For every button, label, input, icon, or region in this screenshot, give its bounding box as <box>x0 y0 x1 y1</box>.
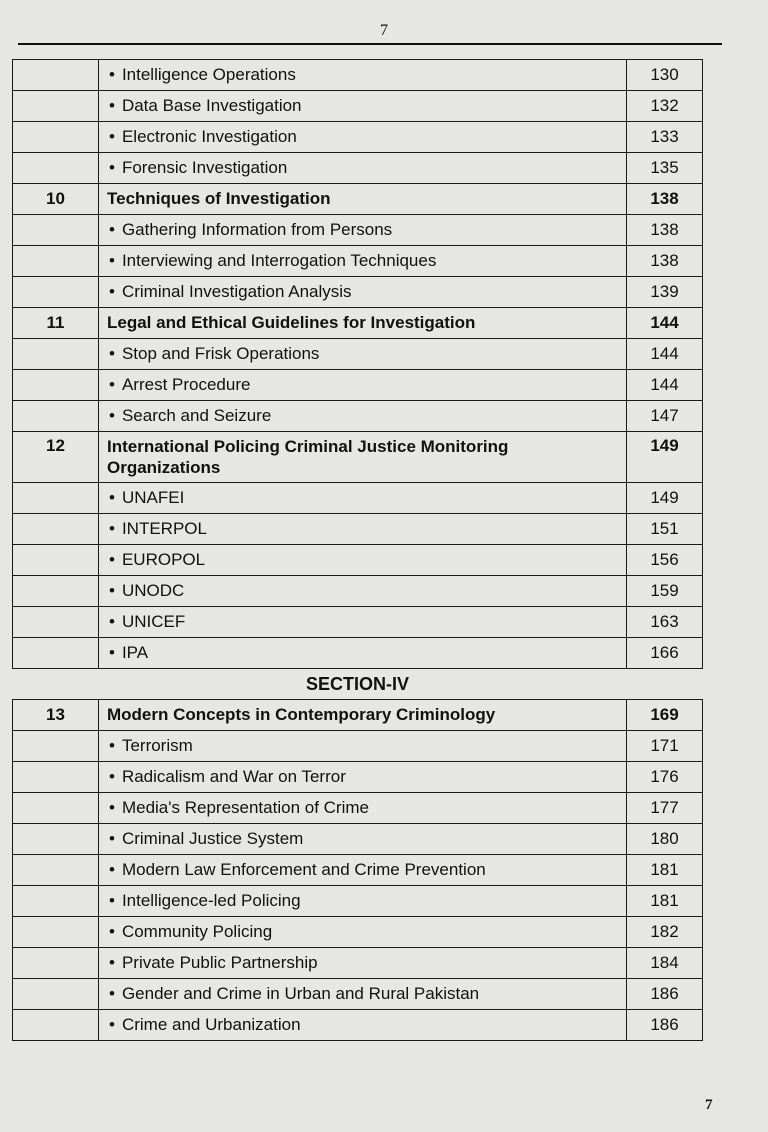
topic-title: • UNODC <box>99 576 627 607</box>
topic-row <box>13 855 703 886</box>
page-number: 181 <box>627 855 703 886</box>
topic-title: • Community Policing <box>99 917 627 948</box>
topic-title: • Terrorism <box>99 731 627 762</box>
page-number: 180 <box>627 824 703 855</box>
topic-title: • IPA <box>99 638 627 669</box>
topic-row <box>13 607 703 638</box>
chapter-number <box>13 855 99 886</box>
table-of-contents <box>12 59 703 1041</box>
topic-title: • Media's Representation of Crime <box>99 793 627 824</box>
topic-title: • Gathering Information from Persons <box>99 215 627 246</box>
chapter-number <box>13 514 99 545</box>
topic-row <box>13 153 703 184</box>
chapter-number <box>13 545 99 576</box>
page-number: 186 <box>627 1010 703 1041</box>
topic-title: • EUROPOL <box>99 545 627 576</box>
chapter-number <box>13 215 99 246</box>
topic-row <box>13 483 703 514</box>
chapter-number <box>13 607 99 638</box>
chapter-number <box>13 122 99 153</box>
chapter-number <box>13 246 99 277</box>
page-number: 181 <box>627 886 703 917</box>
chapter-number <box>13 483 99 514</box>
topic-title: • Private Public Partnership <box>99 948 627 979</box>
chapter-number <box>13 401 99 432</box>
chapter-number <box>13 731 99 762</box>
page-number: 186 <box>627 979 703 1010</box>
topic-row <box>13 638 703 669</box>
topic-row <box>13 948 703 979</box>
topic-row <box>13 762 703 793</box>
chapter-number <box>13 917 99 948</box>
chapter-number <box>13 886 99 917</box>
page-number: 171 <box>627 731 703 762</box>
chapter-number <box>13 339 99 370</box>
topic-row <box>13 370 703 401</box>
topic-title: • Gender and Crime in Urban and Rural Pakistan <box>99 979 627 1010</box>
page-number: 138 <box>627 246 703 277</box>
topic-title: • Crime and Urbanization <box>99 1010 627 1041</box>
topic-row <box>13 886 703 917</box>
topic-row <box>13 576 703 607</box>
page-number: 144 <box>627 339 703 370</box>
chapter-number <box>13 91 99 122</box>
page-number: 138 <box>627 184 703 215</box>
topic-title: • Intelligence-led Policing <box>99 886 627 917</box>
topic-row <box>13 339 703 370</box>
topic-row <box>13 545 703 576</box>
chapter-row <box>13 700 703 731</box>
topic-title: • Electronic Investigation <box>99 122 627 153</box>
chapter-number <box>13 153 99 184</box>
topic-row <box>13 1010 703 1041</box>
topic-title: • Criminal Investigation Analysis <box>99 277 627 308</box>
topic-row <box>13 401 703 432</box>
toc-body <box>13 60 703 1041</box>
chapter-title: Legal and Ethical Guidelines for Investigation <box>99 308 627 339</box>
topic-title: • INTERPOL <box>99 514 627 545</box>
chapter-title: International Policing Criminal Justice Monitoring Organizations <box>99 432 627 483</box>
topic-row <box>13 979 703 1010</box>
chapter-number <box>13 762 99 793</box>
topic-row <box>13 793 703 824</box>
chapter-number: 11 <box>13 308 99 339</box>
page-number: 166 <box>627 638 703 669</box>
topic-row <box>13 731 703 762</box>
chapter-number <box>13 370 99 401</box>
chapter-number <box>13 948 99 979</box>
topic-title: • Data Base Investigation <box>99 91 627 122</box>
chapter-number: 10 <box>13 184 99 215</box>
topic-title: • UNICEF <box>99 607 627 638</box>
page-number: 149 <box>627 432 703 483</box>
page-number: 184 <box>627 948 703 979</box>
topic-row <box>13 122 703 153</box>
chapter-row <box>13 184 703 215</box>
page-number: 147 <box>627 401 703 432</box>
page-number: 159 <box>627 576 703 607</box>
topic-row <box>13 514 703 545</box>
topic-title: • Arrest Procedure <box>99 370 627 401</box>
chapter-number <box>13 60 99 91</box>
page-number: 149 <box>627 483 703 514</box>
chapter-number <box>13 1010 99 1041</box>
chapter-number <box>13 576 99 607</box>
page-number: 151 <box>627 514 703 545</box>
topic-row <box>13 824 703 855</box>
page-number: 144 <box>627 308 703 339</box>
topic-row <box>13 246 703 277</box>
page-number: 135 <box>627 153 703 184</box>
chapter-number <box>13 824 99 855</box>
section-heading-row <box>13 669 703 700</box>
chapter-title: Modern Concepts in Contemporary Criminology <box>99 700 627 731</box>
page-number: 144 <box>627 370 703 401</box>
topic-title: • Forensic Investigation <box>99 153 627 184</box>
chapter-number <box>13 277 99 308</box>
chapter-number <box>13 638 99 669</box>
header-rule <box>18 43 722 45</box>
topic-title: • Stop and Frisk Operations <box>99 339 627 370</box>
page-number: 182 <box>627 917 703 948</box>
page-number: 169 <box>627 700 703 731</box>
topic-row <box>13 917 703 948</box>
chapter-row <box>13 308 703 339</box>
page-number: 133 <box>627 122 703 153</box>
topic-title: • Search and Seizure <box>99 401 627 432</box>
topic-title: • Intelligence Operations <box>99 60 627 91</box>
page-number: 163 <box>627 607 703 638</box>
topic-row <box>13 91 703 122</box>
chapter-title: Techniques of Investigation <box>99 184 627 215</box>
topic-title: • Interviewing and Interrogation Techniques <box>99 246 627 277</box>
topic-row <box>13 277 703 308</box>
topic-title: • Radicalism and War on Terror <box>99 762 627 793</box>
page-number-top: 7 <box>380 22 388 39</box>
topic-title: • Modern Law Enforcement and Crime Prevention <box>99 855 627 886</box>
page-number: 139 <box>627 277 703 308</box>
topic-title: • UNAFEI <box>99 483 627 514</box>
chapter-number: 13 <box>13 700 99 731</box>
chapter-number: 12 <box>13 432 99 483</box>
page-number: 132 <box>627 91 703 122</box>
chapter-row <box>13 432 703 483</box>
chapter-number <box>13 979 99 1010</box>
topic-row <box>13 60 703 91</box>
page-number-bottom: 7 <box>705 1097 713 1113</box>
page-number: 176 <box>627 762 703 793</box>
chapter-number <box>13 793 99 824</box>
page-number: 138 <box>627 215 703 246</box>
page-number: 156 <box>627 545 703 576</box>
page-number: 177 <box>627 793 703 824</box>
topic-row <box>13 215 703 246</box>
topic-title: • Criminal Justice System <box>99 824 627 855</box>
section-heading: SECTION-IV <box>13 669 703 700</box>
page-number: 130 <box>627 60 703 91</box>
